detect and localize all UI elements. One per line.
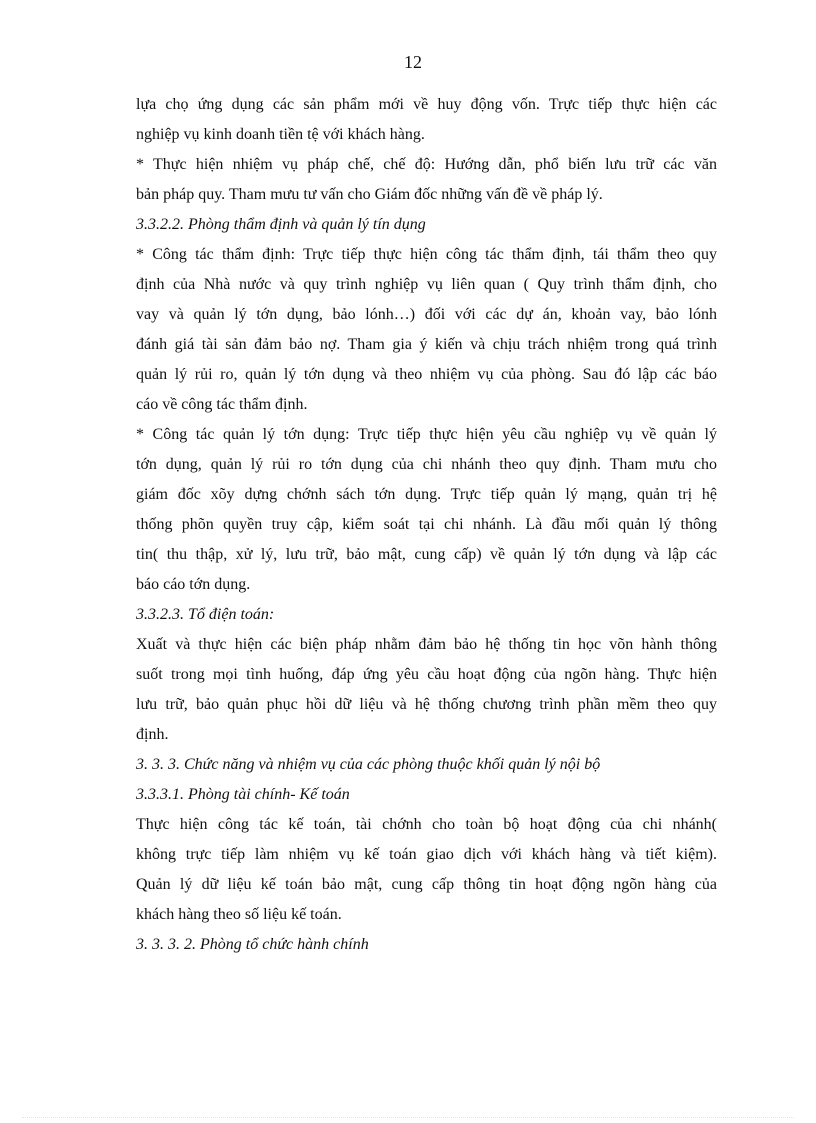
section-heading xyxy=(136,930,717,960)
text-line: Thực hiện công tác kế toán, tài chớnh cho toàn bộ hoạt động của chi nhánh( xyxy=(136,816,717,833)
text-line: quản lý rủi ro, quản lý tớn dụng và theo nhiệm vụ của phòng. Sau đó lập các báo xyxy=(136,366,717,383)
text-line: lưu trữ, bảo quản phục hồi dữ liệu và hệ thống chương trình phần mềm theo quy xyxy=(136,696,717,713)
body-paragraph xyxy=(136,630,717,750)
body-paragraph xyxy=(136,240,717,420)
text-line: 3. 3. 3. 2. Phòng tổ chức hành chính xyxy=(136,936,369,953)
text-line: nghiệp vụ kinh doanh tiền tệ với khách hàng. xyxy=(136,126,425,143)
body-paragraph xyxy=(136,810,717,930)
text-line: tin( thu thập, xử lý, lưu trữ, bảo mật, cung cấp) về quản lý tớn dụng và lập các xyxy=(136,546,717,563)
text-line: định của Nhà nước và quy trình nghiệp vụ liên quan ( Quy trình thẩm định, cho xyxy=(136,276,717,293)
text-line: * Công tác thẩm định: Trực tiếp thực hiện công tác thẩm định, tái thẩm theo quy xyxy=(136,246,717,263)
text-line: 3.3.2.2. Phòng thẩm định và quản lý tín dụng xyxy=(136,216,426,233)
text-line: đánh giá tài sản đảm bảo nợ. Tham gia ý kiến và chịu trách nhiệm trong quá trình xyxy=(136,336,717,353)
text-line: Quản lý dữ liệu kế toán bảo mật, cung cấp thông tin hoạt động ngõn hàng của xyxy=(136,876,717,893)
page-number: 12 xyxy=(404,52,422,72)
text-line: bản pháp quy. Tham mưu tư vấn cho Giám đốc những vấn đề về pháp lý. xyxy=(136,186,603,203)
text-line: * Thực hiện nhiệm vụ pháp chế, chế độ: Hướng dẫn, phổ biến lưu trữ các văn xyxy=(136,156,717,173)
text-line: Xuất và thực hiện các biện pháp nhằm đảm bảo hệ thống tin học võn hành thông xyxy=(136,636,717,653)
section-heading xyxy=(136,600,717,630)
text-line: khách hàng theo số liệu kế toán. xyxy=(136,906,342,923)
text-line: tớn dụng, quản lý rủi ro tớn dụng của chi nhánh theo quy định. Tham mưu cho xyxy=(136,456,717,473)
body-paragraph xyxy=(136,90,717,150)
text-line: cáo về công tác thẩm định. xyxy=(136,396,308,413)
body-paragraph xyxy=(136,150,717,210)
section-heading xyxy=(136,750,717,780)
text-line: 3.3.2.3. Tổ điện toán: xyxy=(136,606,275,623)
document-body xyxy=(136,90,717,960)
text-line: * Công tác quản lý tớn dụng: Trực tiếp thực hiện yêu cầu nghiệp vụ về quản lý xyxy=(136,426,717,443)
text-line: 3.3.3.1. Phòng tài chính- Kế toán xyxy=(136,786,350,803)
section-heading xyxy=(136,780,717,810)
text-line: báo cáo tớn dụng. xyxy=(136,576,251,593)
text-line: định. xyxy=(136,726,169,743)
text-line: thống phõn quyền truy cập, kiểm soát tại chi nhánh. Là đầu mối quản lý thông xyxy=(136,516,717,533)
section-heading xyxy=(136,210,717,240)
body-paragraph xyxy=(136,420,717,600)
text-line: 3. 3. 3. Chức năng và nhiệm vụ của các phòng thuộc khối quản lý nội bộ xyxy=(136,756,601,773)
text-line: không trực tiếp làm nhiệm vụ kế toán giao dịch với khách hàng và tiết kiệm). xyxy=(136,846,717,863)
page-bottom-divider xyxy=(22,1117,794,1118)
text-line: vay và quản lý tớn dụng, bảo lónh…) đối với các dự án, khoản vay, bảo lónh xyxy=(136,306,717,323)
text-line: giám đốc xõy dựng chớnh sách tớn dụng. Trực tiếp quản lý mạng, quản trị hệ xyxy=(136,486,717,503)
text-line: suốt trong mọi tình huống, đáp ứng yêu cầu hoạt động của ngõn hàng. Thực hiện xyxy=(136,666,717,683)
text-line: lựa chọ ứng dụng các sản phẩm mới về huy động vốn. Trực tiếp thực hiện các xyxy=(136,96,717,113)
